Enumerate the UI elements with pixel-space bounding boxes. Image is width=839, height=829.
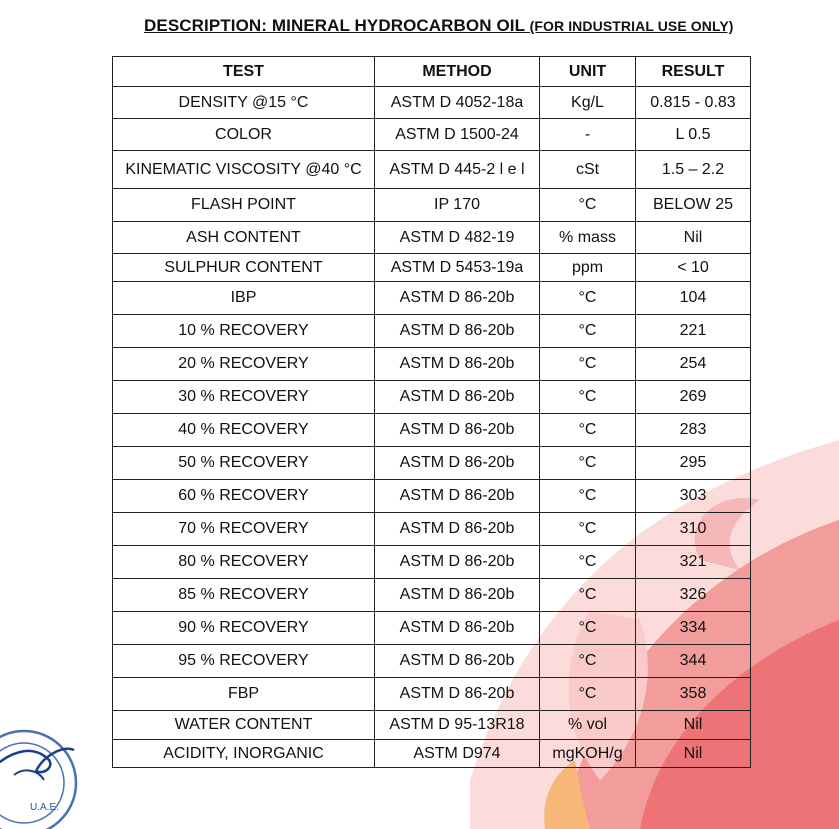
cell-method: ASTM D 86-20b — [375, 645, 540, 678]
cell-unit: °C — [540, 414, 636, 447]
cell-result: Nil — [636, 711, 751, 740]
cell-method: ASTM D 86-20b — [375, 315, 540, 348]
cell-unit: °C — [540, 612, 636, 645]
cell-test: COLOR — [113, 119, 375, 151]
table-row — [113, 678, 751, 711]
cell-result: 269 — [636, 381, 751, 414]
cell-test: KINEMATIC VISCOSITY @40 °C — [113, 151, 375, 189]
cell-result: BELOW 25 — [636, 189, 751, 222]
cell-test: 10 % RECOVERY — [113, 315, 375, 348]
cell-method: ASTM D 86-20b — [375, 480, 540, 513]
cell-result: 104 — [636, 282, 751, 315]
table-row — [113, 222, 751, 254]
cell-unit: °C — [540, 315, 636, 348]
cell-test: ASH CONTENT — [113, 222, 375, 254]
cell-test: FBP — [113, 678, 375, 711]
cell-test: SULPHUR CONTENT — [113, 254, 375, 282]
table-row — [113, 740, 751, 768]
table-row — [113, 119, 751, 151]
table-header-row — [113, 57, 751, 87]
cell-test: DENSITY @15 °C — [113, 87, 375, 119]
title-note: (FOR INDUSTRIAL USE ONLY) — [529, 18, 734, 34]
table-row — [113, 254, 751, 282]
cell-result: 321 — [636, 546, 751, 579]
cell-result: 310 — [636, 513, 751, 546]
cell-method: ASTM D 86-20b — [375, 282, 540, 315]
cell-unit: % vol — [540, 711, 636, 740]
cell-test: 85 % RECOVERY — [113, 579, 375, 612]
cell-result: 1.5 – 2.2 — [636, 151, 751, 189]
table-row — [113, 348, 751, 381]
cell-test: ACIDITY, INORGANIC — [113, 740, 375, 768]
cell-unit: % mass — [540, 222, 636, 254]
cell-test: 20 % RECOVERY — [113, 348, 375, 381]
cell-unit: - — [540, 119, 636, 151]
table-row — [113, 87, 751, 119]
cell-test: WATER CONTENT — [113, 711, 375, 740]
table-row — [113, 447, 751, 480]
cell-unit: °C — [540, 381, 636, 414]
cell-unit: °C — [540, 546, 636, 579]
cell-test: 80 % RECOVERY — [113, 546, 375, 579]
company-stamp — [0, 705, 90, 829]
table-row — [113, 645, 751, 678]
cell-unit: °C — [540, 678, 636, 711]
cell-result: 0.815 - 0.83 — [636, 87, 751, 119]
cell-method: ASTM D974 — [375, 740, 540, 768]
cell-test: FLASH POINT — [113, 189, 375, 222]
cell-method: IP 170 — [375, 189, 540, 222]
stamp-text: U.A.E. — [30, 802, 59, 813]
table-row — [113, 579, 751, 612]
cell-test: 95 % RECOVERY — [113, 645, 375, 678]
cell-result: 334 — [636, 612, 751, 645]
table-row — [113, 546, 751, 579]
cell-method: ASTM D 86-20b — [375, 348, 540, 381]
cell-unit: °C — [540, 348, 636, 381]
cell-method: ASTM D 86-20b — [375, 546, 540, 579]
cell-unit: cSt — [540, 151, 636, 189]
table-row — [113, 612, 751, 645]
table-row — [113, 414, 751, 447]
cell-result: 254 — [636, 348, 751, 381]
cell-test: 30 % RECOVERY — [113, 381, 375, 414]
header-method: METHOD — [375, 57, 540, 87]
cell-method: ASTM D 86-20b — [375, 678, 540, 711]
header-test: TEST — [113, 57, 375, 87]
cell-result: 295 — [636, 447, 751, 480]
cell-test: 60 % RECOVERY — [113, 480, 375, 513]
cell-unit: °C — [540, 513, 636, 546]
cell-method: ASTM D 482-19 — [375, 222, 540, 254]
cell-result: < 10 — [636, 254, 751, 282]
table-row — [113, 480, 751, 513]
cell-method: ASTM D 1500-24 — [375, 119, 540, 151]
title-main: DESCRIPTION: MINERAL HYDROCARBON OIL — [144, 16, 525, 35]
cell-result: Nil — [636, 740, 751, 768]
cell-result: 283 — [636, 414, 751, 447]
specification-table — [112, 56, 751, 768]
cell-result: 221 — [636, 315, 751, 348]
cell-unit: °C — [540, 447, 636, 480]
cell-result: 358 — [636, 678, 751, 711]
cell-test: 90 % RECOVERY — [113, 612, 375, 645]
cell-result: 326 — [636, 579, 751, 612]
table-row — [113, 282, 751, 315]
cell-unit: °C — [540, 480, 636, 513]
cell-result: 303 — [636, 480, 751, 513]
table-row — [113, 189, 751, 222]
cell-result: L 0.5 — [636, 119, 751, 151]
cell-method: ASTM D 95-13R18 — [375, 711, 540, 740]
cell-method: ASTM D 86-20b — [375, 414, 540, 447]
cell-unit: °C — [540, 645, 636, 678]
cell-method: ASTM D 5453-19a — [375, 254, 540, 282]
header-unit: UNIT — [540, 57, 636, 87]
cell-method: ASTM D 86-20b — [375, 513, 540, 546]
cell-test: IBP — [113, 282, 375, 315]
cell-result: Nil — [636, 222, 751, 254]
cell-method: ASTM D 445-2 l e l — [375, 151, 540, 189]
cell-test: 40 % RECOVERY — [113, 414, 375, 447]
cell-unit: °C — [540, 282, 636, 315]
table-row — [113, 315, 751, 348]
table-row — [113, 513, 751, 546]
cell-unit: ppm — [540, 254, 636, 282]
cell-result: 344 — [636, 645, 751, 678]
table-row — [113, 381, 751, 414]
cell-method: ASTM D 86-20b — [375, 612, 540, 645]
cell-test: 50 % RECOVERY — [113, 447, 375, 480]
table-row — [113, 151, 751, 189]
cell-unit: °C — [540, 189, 636, 222]
cell-method: ASTM D 86-20b — [375, 579, 540, 612]
cell-method: ASTM D 86-20b — [375, 381, 540, 414]
header-result: RESULT — [636, 57, 751, 87]
cell-method: ASTM D 86-20b — [375, 447, 540, 480]
table-row — [113, 711, 751, 740]
cell-unit: Kg/L — [540, 87, 636, 119]
cell-unit: °C — [540, 579, 636, 612]
cell-test: 70 % RECOVERY — [113, 513, 375, 546]
cell-method: ASTM D 4052-18a — [375, 87, 540, 119]
cell-unit: mgKOH/g — [540, 740, 636, 768]
page-title — [144, 16, 734, 36]
